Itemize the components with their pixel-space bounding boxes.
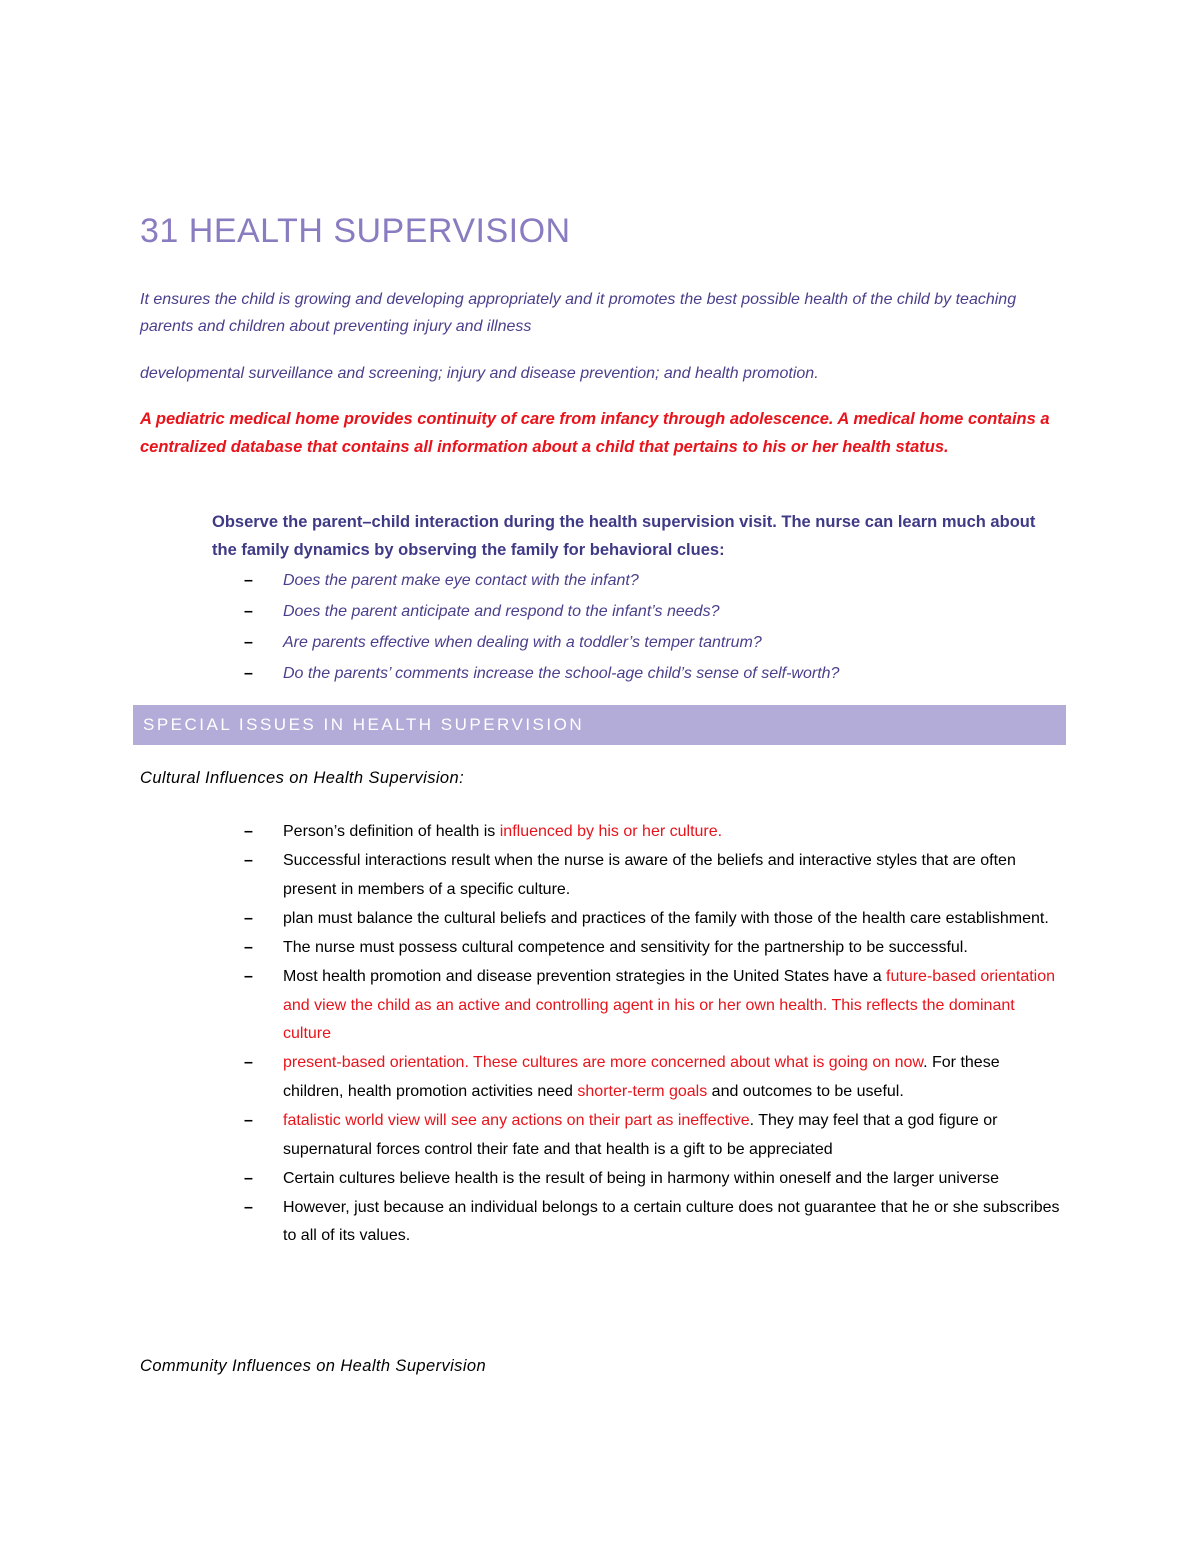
list-item-text: Do the parents’ comments increase the school-age child’s sense of self-worth?: [283, 665, 840, 682]
highlighted-text: influenced by his or her culture.: [499, 823, 723, 840]
list-item-text: . They may feel that a god figure or supernatural forces control their fate and that health is a gift to be appreciated: [283, 1111, 998, 1158]
dash-bullet: –: [244, 1198, 253, 1216]
list-item: [212, 1165, 1062, 1194]
list-item-text: plan must balance the cultural beliefs and practices of the family with those of the health care establishment.: [283, 909, 1049, 927]
dash-bullet: –: [244, 1054, 253, 1072]
highlighted-text: present-based orientation. These cultures are more concerned about what is going on now: [283, 1054, 924, 1072]
intro-components: developmental surveillance and screening; injury and disease prevention; and health promotion.: [140, 365, 819, 382]
list-item: [212, 905, 1062, 934]
dash-bullet: –: [244, 909, 253, 927]
cultural-influences-heading: Cultural Influences on Health Supervision:: [140, 769, 465, 787]
dash-bullet: –: [244, 634, 253, 651]
dash-bullet: –: [244, 665, 253, 682]
list-item: [212, 847, 1062, 904]
dash-bullet: –: [244, 572, 253, 589]
section-banner: [133, 705, 1066, 745]
list-item: [212, 627, 1052, 658]
highlighted-text: fatalistic world view will see any actions on their part as ineffective: [283, 1111, 750, 1129]
list-item: [212, 963, 1062, 1049]
list-item: [212, 1107, 1062, 1164]
list-item: [212, 1194, 1062, 1251]
page-title: 31 HEALTH SUPERVISION: [140, 212, 571, 250]
community-influences-heading: Community Influences on Health Supervision: [140, 1357, 487, 1375]
medical-home-paragraph: A pediatric medical home provides continuity of care from infancy through adolescence. A medical home contains a centralized database that contains all information about a child that pertains to his or her health status.: [140, 410, 1050, 456]
observe-paragraph: Observe the parent–child interaction during the health supervision visit. The nurse can learn much about the family dynamics by observing the family for behavioral clues:: [212, 513, 1036, 559]
list-item-text: The nurse must possess cultural competence and sensitivity for the partnership to be successful.: [283, 938, 968, 956]
highlighted-text: future-based orientation and view the child as an active and controlling agent in his or her own health. This reflects the dominant culture: [283, 967, 1056, 1043]
dash-bullet: –: [244, 967, 253, 985]
list-item: [212, 565, 1052, 596]
section-heading: SPECIAL ISSUES IN HEALTH SUPERVISION: [143, 715, 585, 734]
list-item: [212, 596, 1052, 627]
dash-bullet: –: [244, 852, 253, 870]
list-item-text: However, just because an individual belongs to a certain culture does not guarantee that he or she subscribes to all of its values.: [283, 1198, 1060, 1245]
list-item-text: Does the parent make eye contact with the infant?: [283, 572, 639, 589]
cultural-influences-list: [212, 818, 1062, 1251]
list-item-text: Successful interactions result when the nurse is aware of the beliefs and interactive styles that are often present in members of a specific culture.: [283, 852, 1016, 898]
intro-paragraph: It ensures the child is growing and developing appropriately and it promotes the best possible health of the child by teaching parents and children about preventing injury and illness: [140, 291, 1017, 335]
list-item-text: Most health promotion and disease prevention strategies in the United States have a: [283, 967, 887, 985]
list-item: [212, 658, 1052, 689]
dash-bullet: –: [244, 603, 253, 620]
dash-bullet: –: [244, 823, 253, 840]
list-item: [212, 818, 1062, 847]
list-item-text: and outcomes to be useful.: [707, 1082, 904, 1100]
dash-bullet: –: [244, 1169, 253, 1187]
list-item-text: . For these children, health promotion activities need: [283, 1054, 1000, 1100]
behavioral-clues-list: [212, 565, 1052, 689]
list-item-text: Certain cultures believe health is the result of being in harmony within oneself and the larger universe: [283, 1169, 999, 1187]
list-item: [212, 1049, 1062, 1106]
dash-bullet: –: [244, 938, 253, 956]
list-item-text: Person’s definition of health is: [283, 823, 500, 840]
list-item: [212, 934, 1062, 963]
dash-bullet: –: [244, 1111, 253, 1129]
highlighted-text: shorter-term goals: [577, 1082, 708, 1100]
list-item-text: Does the parent anticipate and respond to the infant’s needs?: [283, 603, 720, 620]
list-item-text: Are parents effective when dealing with a toddler’s temper tantrum?: [283, 634, 762, 651]
